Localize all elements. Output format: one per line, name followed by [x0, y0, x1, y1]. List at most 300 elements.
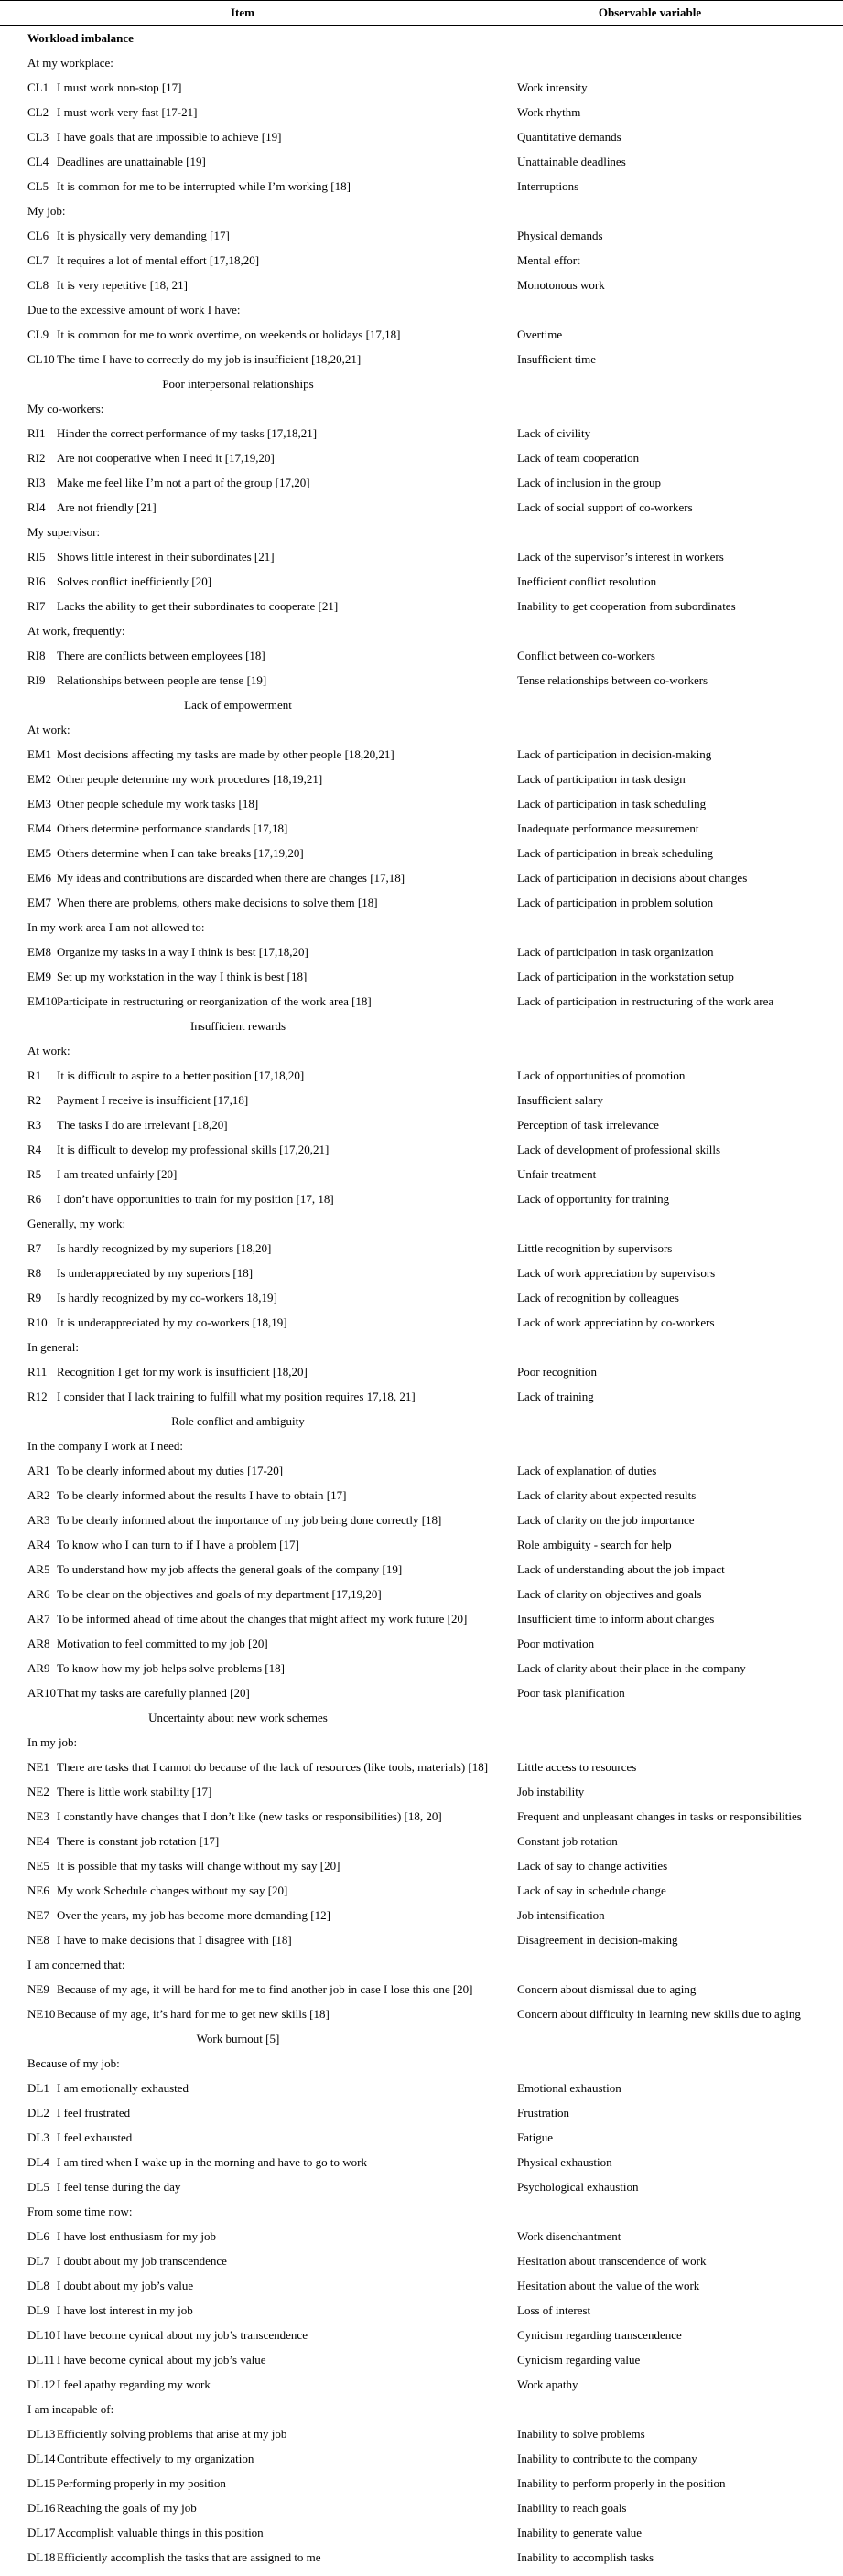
table-row [0, 1310, 843, 1335]
observable-variable-text: Lack of say in schedule change [517, 1883, 666, 1897]
table-header [0, 1, 843, 26]
table-row [0, 2372, 843, 2397]
section-title: Poor interpersonal relationships [162, 376, 314, 391]
item-text: To be clear on the objectives and goals of my department [17,19,20] [57, 1586, 382, 1601]
table-row [0, 495, 843, 520]
group-label: Because of my job: [27, 2055, 120, 2070]
item-text: I feel exhausted [57, 2130, 133, 2144]
table-row [0, 75, 843, 100]
item-code: RI5 [27, 549, 46, 564]
item-code: EM5 [27, 845, 51, 860]
item-code: DL1 [27, 2080, 49, 2095]
item-code: R7 [27, 1240, 42, 1255]
item-code: DL9 [27, 2302, 49, 2317]
group-label-row [0, 1730, 843, 1755]
observable-variable-text: Lack of explanation of duties [517, 1463, 657, 1477]
observable-variable-text: Tense relationships between co-workers [517, 672, 708, 687]
table-row [0, 1853, 843, 1878]
table-row [0, 1532, 843, 1557]
table-row [0, 1162, 843, 1186]
group-label: At my workplace: [27, 55, 113, 70]
table-row [0, 594, 843, 618]
item-code: R3 [27, 1117, 42, 1132]
table-row [0, 2174, 843, 2199]
table-row [0, 643, 843, 668]
item-text: Lacks the ability to get their subordinates to cooperate [21] [57, 598, 339, 613]
item-code: R1 [27, 1068, 42, 1082]
item-text: To be clearly informed about my duties [17-20] [57, 1463, 284, 1477]
observable-variable-text: Job intensification [517, 1907, 605, 1922]
item-text: I doubt about my job transcendence [57, 2253, 227, 2268]
item-text: Are not friendly [21] [57, 499, 157, 514]
observable-variable-text: Inability to perform properly in the position [517, 2475, 726, 2490]
table-row [0, 2125, 843, 2150]
item-text: Efficiently solving problems that arise at my job [57, 2426, 287, 2441]
table-row [0, 2076, 843, 2100]
item-text: I am emotionally exhausted [57, 2080, 189, 2095]
section-title: Role conflict and ambiguity [171, 1413, 305, 1428]
observable-variable-text: Lack of participation in decision-making [517, 746, 712, 761]
table-row [0, 1903, 843, 1927]
table-row [0, 322, 843, 347]
item-text: Is hardly recognized by my superiors [18,20] [57, 1240, 272, 1255]
table-row [0, 1557, 843, 1582]
item-code: CL2 [27, 104, 49, 119]
item-code: DL13 [27, 2426, 56, 2441]
group-label: Generally, my work: [27, 1216, 126, 1230]
item-text: I have goals that are impossible to achieve [19] [57, 129, 282, 144]
group-label: In my work area I am not allowed to: [27, 919, 205, 934]
item-text: Others determine when I can take breaks [17,19,20] [57, 845, 304, 860]
item-text: I have become cynical about my job’s value [57, 2352, 266, 2367]
item-text: It is difficult to aspire to a better position [17,18,20] [57, 1068, 305, 1082]
item-text: Is hardly recognized by my co-workers 18,19] [57, 1290, 277, 1304]
section-title-row [0, 1705, 843, 1730]
item-text: Others determine performance standards [17,18] [57, 821, 288, 835]
table-row [0, 2545, 843, 2570]
table-row [0, 273, 843, 297]
observable-variable-text: Quantitative demands [517, 129, 621, 144]
item-text: I am tired when I wake up in the morning and have to go to work [57, 2154, 367, 2169]
group-label: In general: [27, 1339, 79, 1354]
table-row [0, 1631, 843, 1656]
group-label: At work, frequently: [27, 623, 125, 638]
observable-variable-text: Lack of work appreciation by supervisors [517, 1265, 716, 1280]
group-label: From some time now: [27, 2204, 133, 2218]
item-code: R8 [27, 1265, 42, 1280]
group-label-row [0, 2051, 843, 2076]
table-row [0, 890, 843, 915]
observable-variable-text: Poor task planification [517, 1685, 625, 1700]
item-text: Motivation to feel committed to my job [20] [57, 1636, 268, 1650]
table-row [0, 1927, 843, 1952]
table-row [0, 1112, 843, 1137]
observable-variable-text: Role ambiguity - search for help [517, 1537, 672, 1551]
observable-variable-text: Lack of participation in restructuring of the work area [517, 993, 774, 1008]
item-code: CL4 [27, 154, 49, 168]
item-text: When there are problems, others make decisions to solve them [18] [57, 895, 378, 909]
section-title-row [0, 26, 843, 50]
item-code: DL12 [27, 2377, 56, 2391]
item-code: CL6 [27, 228, 49, 242]
table-row [0, 1359, 843, 1384]
item-text: I am treated unfairly [20] [57, 1166, 178, 1181]
item-code: RI4 [27, 499, 46, 514]
table-row [0, 569, 843, 594]
observable-variable-text: Lack of opportunity for training [517, 1191, 670, 1206]
item-text: I feel frustrated [57, 2105, 131, 2120]
section-title-row [0, 692, 843, 717]
group-label-row [0, 1433, 843, 1458]
table-row [0, 421, 843, 445]
observable-variable-text: Inability to generate value [517, 2525, 643, 2539]
group-label-row [0, 1211, 843, 1236]
section-title-row [0, 1409, 843, 1433]
observable-variable-text: Lack of say to change activities [517, 1858, 668, 1873]
observable-variable-text: Inadequate performance measurement [517, 821, 699, 835]
item-code: DL15 [27, 2475, 56, 2490]
observable-variable-text: Lack of social support of co-workers [517, 499, 693, 514]
column-header-observable: Observable variable [598, 5, 702, 19]
item-text: It is very repetitive [18, 21] [57, 277, 188, 292]
item-text: My ideas and contributions are discarded when there are changes [17,18] [57, 870, 405, 885]
section-title-row [0, 1014, 843, 1038]
item-text: To know how my job helps solve problems [18] [57, 1660, 285, 1675]
item-code: AR9 [27, 1660, 50, 1675]
item-code: DL14 [27, 2451, 56, 2465]
table-row [0, 1829, 843, 1853]
item-code: NE3 [27, 1809, 49, 1823]
observable-variable-text: Physical exhaustion [517, 2154, 612, 2169]
observable-variable-text: Insufficient time to inform about changes [517, 1611, 715, 1626]
item-text: I have lost enthusiasm for my job [57, 2228, 217, 2243]
item-text: Are not cooperative when I need it [17,19,20] [57, 450, 275, 465]
observable-variable-text: Lack of recognition by colleagues [517, 1290, 679, 1304]
item-code: R11 [27, 1364, 48, 1379]
item-code: EM8 [27, 944, 51, 959]
table-row [0, 816, 843, 841]
item-code: DL16 [27, 2500, 56, 2515]
observable-variable-text: Hesitation about transcendence of work [517, 2253, 707, 2268]
item-code: NE10 [27, 2006, 56, 2021]
item-text: It is underappreciated by my co-workers [18,19] [57, 1315, 287, 1329]
observable-variable-text: Inefficient conflict resolution [517, 574, 657, 588]
item-text: Set up my workstation in the way I think is best [18] [57, 969, 308, 983]
observable-variable-text: Concern about dismissal due to aging [517, 1981, 697, 1996]
table-row [0, 100, 843, 124]
item-code: AR4 [27, 1537, 50, 1551]
observable-variable-text: Physical demands [517, 228, 603, 242]
item-code: DL6 [27, 2228, 49, 2243]
table-row [0, 347, 843, 371]
observable-variable-text: Hesitation about the value of the work [517, 2278, 700, 2292]
section-title: Uncertainty about new work schemes [148, 1710, 328, 1724]
observable-variable-text: Disagreement in decision-making [517, 1932, 678, 1947]
item-text: Because of my age, it’s hard for me to get new skills [18] [57, 2006, 330, 2021]
table-row [0, 2298, 843, 2323]
observable-variable-text: Work apathy [517, 2377, 578, 2391]
item-code: DL4 [27, 2154, 49, 2169]
item-code: CL9 [27, 327, 49, 341]
observable-variable-text: Concern about difficulty in learning new skills due to aging [517, 2006, 801, 2021]
table-row [0, 1384, 843, 1409]
observable-variable-text: Job instability [517, 1784, 585, 1798]
table-row [0, 124, 843, 149]
item-text: There is constant job rotation [17] [57, 1833, 220, 1848]
table-row [0, 2150, 843, 2174]
item-text: Payment I receive is insufficient [17,18] [57, 1092, 249, 1107]
item-text: It is difficult to develop my professional skills [17,20,21] [57, 1142, 330, 1156]
item-code: R6 [27, 1191, 42, 1206]
observable-variable-text: Insufficient salary [517, 1092, 603, 1107]
item-code: R4 [27, 1142, 42, 1156]
item-text: Performing properly in my position [57, 2475, 226, 2490]
item-text: I have lost interest in my job [57, 2302, 193, 2317]
item-text: The tasks I do are irrelevant [18,20] [57, 1117, 228, 1132]
column-header-item: Item [231, 5, 254, 19]
group-label-row [0, 396, 843, 421]
observable-variable-text: Lack of participation in task scheduling [517, 796, 707, 810]
item-code: AR7 [27, 1611, 50, 1626]
item-code: RI9 [27, 672, 46, 687]
item-code: R10 [27, 1315, 48, 1329]
observable-variable-text: Little access to resources [517, 1759, 637, 1774]
item-text: To be informed ahead of time about the changes that might affect my work future [20] [57, 1611, 468, 1626]
observable-variable-text: Lack of participation in the workstation setup [517, 969, 734, 983]
item-code: NE9 [27, 1981, 49, 1996]
table-row [0, 1582, 843, 1606]
table-row [0, 939, 843, 964]
item-text: To be clearly informed about the importance of my job being done correctly [18] [57, 1512, 442, 1527]
item-code: CL10 [27, 351, 55, 366]
item-code: AR5 [27, 1562, 50, 1576]
item-code: DL18 [27, 2549, 56, 2564]
item-text: Other people schedule my work tasks [18] [57, 796, 259, 810]
item-code: AR8 [27, 1636, 50, 1650]
table-row [0, 989, 843, 1014]
observable-variable-text: Unattainable deadlines [517, 154, 626, 168]
item-text: Is underappreciated by my superiors [18] [57, 1265, 254, 1280]
table-row [0, 2100, 843, 2125]
table-row [0, 2496, 843, 2520]
item-text: I have become cynical about my job’s transcendence [57, 2327, 308, 2342]
group-label: I am concerned that: [27, 1957, 125, 1971]
table-row [0, 1186, 843, 1211]
item-text: I must work very fast [17-21] [57, 104, 198, 119]
observable-variable-text: Lack of participation in task design [517, 771, 686, 786]
group-label: At work: [27, 722, 70, 736]
item-code: RI3 [27, 475, 46, 489]
group-label-row [0, 1952, 843, 1977]
table-row [0, 1779, 843, 1804]
observable-variable-text: Loss of interest [517, 2302, 591, 2317]
table-row [0, 742, 843, 767]
item-code: EM6 [27, 870, 51, 885]
item-code: CL3 [27, 129, 49, 144]
item-code: CL7 [27, 252, 49, 267]
group-label-row [0, 717, 843, 742]
item-text: Efficiently accomplish the tasks that are assigned to me [57, 2549, 321, 2564]
table-row [0, 1804, 843, 1829]
table-row [0, 1656, 843, 1680]
observable-variable-text: Lack of clarity about their place in the company [517, 1660, 746, 1675]
item-code: R9 [27, 1290, 42, 1304]
item-text: It is possible that my tasks will change without my say [20] [57, 1858, 340, 1873]
item-text: Reaching the goals of my job [57, 2500, 197, 2515]
item-text: Make me feel like I’m not a part of the group [17,20] [57, 475, 310, 489]
item-code: R5 [27, 1166, 42, 1181]
item-code: NE8 [27, 1932, 49, 1947]
item-code: AR1 [27, 1463, 50, 1477]
observable-variable-text: Cynicism regarding transcendence [517, 2327, 682, 2342]
item-code: NE1 [27, 1759, 49, 1774]
table-row [0, 1088, 843, 1112]
item-text: I don’t have opportunities to train for my position [17, 18] [57, 1191, 334, 1206]
group-label: In the company I work at I need: [27, 1438, 184, 1453]
table-row [0, 767, 843, 791]
group-label-row [0, 1335, 843, 1359]
section-title: Work burnout [5] [196, 2031, 280, 2045]
section-title-row [0, 2026, 843, 2051]
table-row [0, 1236, 843, 1261]
table-row [0, 223, 843, 248]
item-code: EM3 [27, 796, 51, 810]
item-text: Recognition I get for my work is insufficient [18,20] [57, 1364, 308, 1379]
observable-variable-text: Inability to accomplish tasks [517, 2549, 654, 2564]
item-code: AR10 [27, 1685, 57, 1700]
item-text: Participate in restructuring or reorganization of the work area [18] [57, 993, 372, 1008]
table-row [0, 174, 843, 199]
item-text: The time I have to correctly do my job is insufficient [18,20,21] [57, 351, 362, 366]
item-code: EM2 [27, 771, 51, 786]
table-row [0, 1878, 843, 1903]
table-row [0, 1606, 843, 1631]
table-row [0, 2446, 843, 2471]
item-code: RI8 [27, 648, 46, 662]
table-row [0, 668, 843, 692]
item-code: RI2 [27, 450, 46, 465]
observable-variable-text: Lack of civility [517, 425, 591, 440]
observable-variable-text: Poor recognition [517, 1364, 598, 1379]
observable-variable-text: Inability to solve problems [517, 2426, 645, 2441]
observable-variable-text: Lack of understanding about the job impact [517, 1562, 725, 1576]
observable-variable-text: Inability to get cooperation from subordinates [517, 598, 736, 613]
item-code: EM7 [27, 895, 51, 909]
observable-variable-text: Fatigue [517, 2130, 553, 2144]
table-row [0, 791, 843, 816]
observable-variable-text: Work rhythm [517, 104, 581, 119]
observable-variable-text: Lack of inclusion in the group [517, 475, 662, 489]
observable-variable-text: Lack of participation in problem solution [517, 895, 714, 909]
item-text: I doubt about my job’s value [57, 2278, 194, 2292]
item-text: To know who I can turn to if I have a problem [17] [57, 1537, 299, 1551]
table-row [0, 1508, 843, 1532]
table-row [0, 2224, 843, 2249]
table-row [0, 1483, 843, 1508]
table-row [0, 1977, 843, 2002]
item-code: NE5 [27, 1858, 49, 1873]
item-text: Organize my tasks in a way I think is best [17,18,20] [57, 944, 308, 959]
item-code: EM4 [27, 821, 51, 835]
table-row [0, 1755, 843, 1779]
table-row [0, 1285, 843, 1310]
item-text: Hinder the correct performance of my tasks [17,18,21] [57, 425, 318, 440]
observable-variable-text: Lack of participation in break scheduling [517, 845, 714, 860]
item-text: There are conflicts between employees [18] [57, 648, 265, 662]
item-text: Solves conflict inefficiently [20] [57, 574, 212, 588]
observable-variable-text: Lack of the supervisor’s interest in workers [517, 549, 724, 564]
table-row [0, 841, 843, 865]
table-row [0, 470, 843, 495]
table-row [0, 2347, 843, 2372]
item-text: I feel apathy regarding my work [57, 2377, 211, 2391]
item-text: I must work non-stop [17] [57, 80, 182, 94]
observable-variable-text: Lack of participation in task organization [517, 944, 714, 959]
table-row [0, 2273, 843, 2298]
group-label: My job: [27, 203, 66, 218]
item-text: Contribute effectively to my organization [57, 2451, 254, 2465]
table-row [0, 1680, 843, 1705]
item-code: NE4 [27, 1833, 49, 1848]
item-text: Deadlines are unattainable [19] [57, 154, 206, 168]
group-label-row [0, 2199, 843, 2224]
item-code: NE2 [27, 1784, 49, 1798]
group-label-row [0, 50, 843, 75]
observable-variable-text: Lack of clarity about expected results [517, 1487, 697, 1502]
item-text: I feel tense during the day [57, 2179, 181, 2194]
observable-variable-text: Interruptions [517, 178, 579, 193]
group-label: Due to the excessive amount of work I have: [27, 302, 241, 317]
item-text: It is physically very demanding [17] [57, 228, 230, 242]
item-code: R12 [27, 1389, 48, 1403]
item-code: CL5 [27, 178, 49, 193]
table-row [0, 2249, 843, 2273]
item-code: EM9 [27, 969, 51, 983]
observable-variable-text: Little recognition by supervisors [517, 1240, 673, 1255]
item-code: AR2 [27, 1487, 50, 1502]
item-code: R2 [27, 1092, 42, 1107]
item-code: CL8 [27, 277, 49, 292]
observable-variable-text: Inability to reach goals [517, 2500, 627, 2515]
item-code: AR6 [27, 1586, 50, 1601]
table-row [0, 1261, 843, 1285]
item-text: It is common for me to work overtime, on weekends or holidays [17,18] [57, 327, 401, 341]
observable-variable-text: Work intensity [517, 80, 588, 94]
item-text: There are tasks that I cannot do because of the lack of resources (like tools, materials) [18] [57, 1759, 489, 1774]
item-text: My work Schedule changes without my say [20] [57, 1883, 288, 1897]
observable-variable-text: Lack of development of professional skills [517, 1142, 721, 1156]
observable-variable-text: Cynicism regarding value [517, 2352, 641, 2367]
group-label: My co-workers: [27, 401, 104, 415]
observable-variable-text: Emotional exhaustion [517, 2080, 621, 2095]
item-code: AR3 [27, 1512, 50, 1527]
group-label: My supervisor: [27, 524, 101, 539]
section-title: Insufficient rewards [189, 1018, 286, 1033]
table-row [0, 2421, 843, 2446]
item-text: Over the years, my job has become more demanding [12] [57, 1907, 330, 1922]
observable-variable-text: Lack of clarity on the job importance [517, 1512, 695, 1527]
item-code: RI7 [27, 598, 46, 613]
observable-variable-text: Insufficient time [517, 351, 597, 366]
table-row [0, 964, 843, 989]
observable-variable-text: Perception of task irrelevance [517, 1117, 659, 1132]
observable-variable-text: Unfair treatment [517, 1166, 597, 1181]
table-row [0, 149, 843, 174]
item-code: DL8 [27, 2278, 49, 2292]
section-title-row [0, 371, 843, 396]
observable-variable-text: Mental effort [517, 252, 580, 267]
group-label: I am incapable of: [27, 2401, 114, 2416]
